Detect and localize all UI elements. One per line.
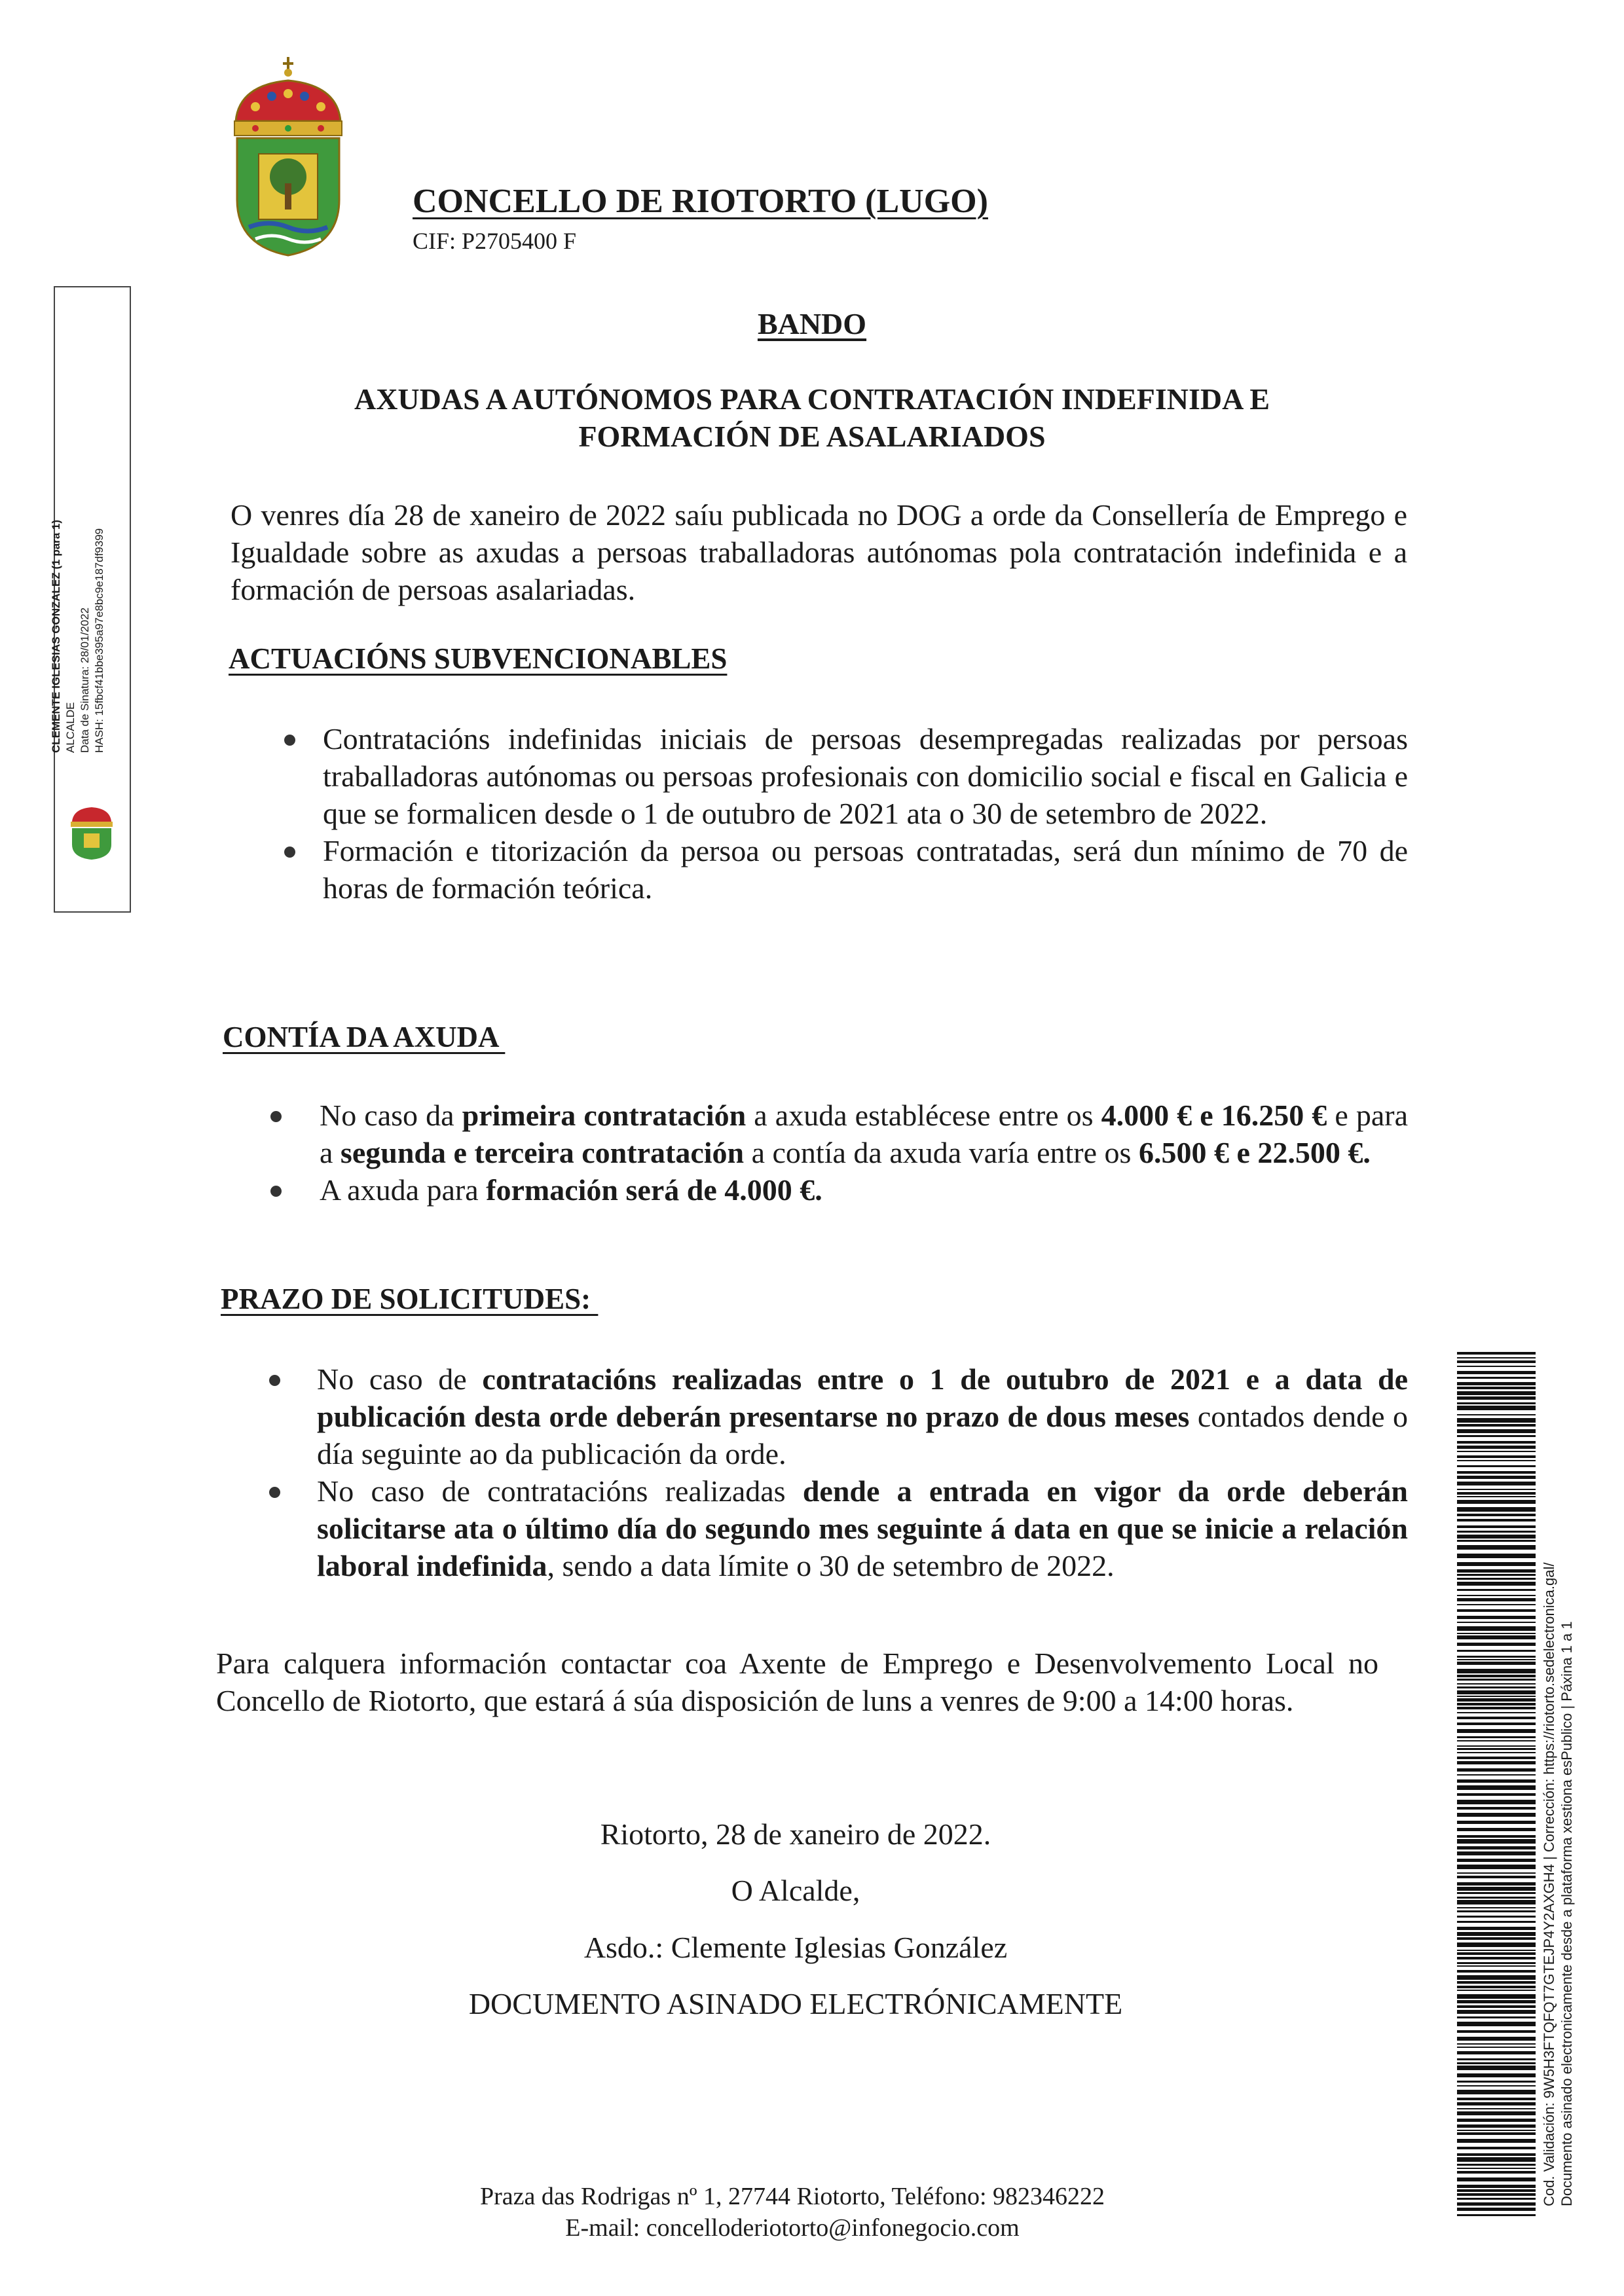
barcode-bar	[1457, 2047, 1536, 2048]
barcode-bar	[1457, 1994, 1536, 1999]
barcode-bar	[1457, 1807, 1536, 1810]
barcode-bar	[1457, 1578, 1536, 1580]
barcode-bar	[1457, 2043, 1536, 2045]
barcode-bar	[1457, 1952, 1536, 1955]
list-item	[323, 832, 1408, 907]
barcode-bar	[1457, 1839, 1536, 1844]
actions-list	[323, 720, 1408, 907]
barcode-bar	[1457, 1476, 1536, 1479]
bold-run: 6.500 € e 22.500 €.	[1138, 1136, 1371, 1169]
bold-run: primeira contratación	[462, 1099, 747, 1132]
barcode-bar	[1457, 2000, 1536, 2003]
barcode-bar	[1457, 1489, 1536, 1490]
barcode-bar	[1457, 2081, 1536, 2083]
barcode-bar	[1457, 2051, 1536, 2054]
barcode-bar	[1457, 1813, 1536, 1817]
electronic-signature-note: DOCUMENTO ASINADO ELECTRÓNICAMENTE	[468, 1987, 1123, 2020]
barcode-bar	[1457, 1729, 1536, 1733]
list-item-text: Contratacións indefinidas iniciais de persoas desempregadas realizadas por persoas traballadoras autónomas ou persoas profesionais con domicilio social e fiscal en Galicia e que se formalicen desde o 1 de outubro de 2021 ata o 30 de setembro de 2022.	[323, 722, 1408, 830]
barcode-bar	[1457, 1562, 1536, 1566]
deadlines-list	[317, 1360, 1408, 1584]
barcode-bar	[1457, 1703, 1536, 1705]
footer-address: Praza das Rodrigas nº 1, 27744 Riotorto, Teléfono: 982346222	[479, 2183, 1105, 2210]
list-item	[320, 1097, 1408, 1171]
bullet-icon	[270, 1186, 282, 1197]
barcode-bar	[1457, 1460, 1536, 1461]
barcode-bar	[1457, 2214, 1536, 2216]
barcode-bar	[1457, 1650, 1536, 1652]
barcode-bar	[1457, 1598, 1536, 1601]
barcode-bar	[1457, 1793, 1536, 1796]
barcode-bar	[1457, 2016, 1536, 2018]
signer-name: CLEMENTE IGLESIAS GONZALEZ (1 para 1)	[50, 519, 62, 753]
validation-platform: Documento asinado electronicamente desde a plataforma xestiona esPublico | Páxina 1 a 1	[1559, 1621, 1575, 2206]
list-item	[323, 720, 1408, 832]
barcode-bar	[1457, 1402, 1536, 1404]
text-run: e para a	[320, 1099, 1409, 1169]
document-type: BANDO	[757, 307, 867, 340]
barcode-bar	[1457, 1696, 1536, 1697]
list-item-text: Formación e titorización da persoa ou persoas contratadas, será dun mínimo de 70 de horas de formación teórica.	[323, 834, 1408, 905]
bullet-icon	[284, 847, 295, 858]
barcode-bar	[1457, 1785, 1536, 1790]
barcode-bar	[1457, 1900, 1536, 1904]
barcode-bar	[1457, 2171, 1536, 2174]
section-heading-deadlines: PRAZO DE SOLICITUDES:	[221, 1283, 599, 1315]
list-item	[320, 1171, 1408, 1209]
barcode-bar	[1457, 1424, 1536, 1427]
barcode-bar	[1457, 2098, 1536, 2100]
tax-id: CIF: P2705400 F	[413, 228, 577, 254]
barcode-bar	[1457, 1387, 1536, 1389]
signature-date: Data de Sinatura: 28/01/2022	[79, 607, 91, 753]
bold-run: 4.000 € e 16.250 €	[1101, 1099, 1327, 1132]
barcode-bar	[1457, 1377, 1536, 1379]
barcode-bar	[1457, 2073, 1536, 2077]
barcode-bar	[1457, 1595, 1536, 1596]
validation-text	[1540, 1563, 1576, 2206]
barcode-bar	[1457, 2130, 1536, 2131]
place-date: Riotorto, 28 de xaneiro de 2022.	[600, 1817, 991, 1851]
barcode-bar	[1457, 1616, 1536, 1619]
barcode-bar	[1457, 1535, 1536, 1539]
barcode-bar	[1457, 1418, 1536, 1423]
barcode-bar	[1457, 1455, 1536, 1458]
text-run: A axuda para	[320, 1173, 487, 1207]
barcode-bar	[1457, 1507, 1536, 1512]
bullet-icon	[269, 1375, 280, 1386]
barcode-bar	[1457, 1872, 1536, 1874]
bold-run: segunda e terceira contratación	[340, 1136, 745, 1169]
barcode-bar	[1457, 1745, 1536, 1747]
barcode-bar	[1457, 1957, 1536, 1959]
barcode-bar	[1457, 1865, 1536, 1869]
barcode-bar	[1457, 1851, 1536, 1855]
barcode-bar	[1457, 1569, 1536, 1573]
barcode-bar	[1457, 1916, 1536, 1918]
bold-run: contratacións realizadas entre o 1 de outubro de 2021 e a data de publicación desta orde deberán presentarse no prazo de dous meses	[317, 1362, 1408, 1433]
barcode-bar	[1457, 2102, 1536, 2105]
barcode-bar	[1457, 1582, 1536, 1586]
barcode-bar	[1457, 1371, 1536, 1374]
barcode-bar	[1457, 2085, 1536, 2086]
barcode-bar	[1457, 2062, 1536, 2064]
barcode-bar	[1457, 1774, 1536, 1776]
list-item	[317, 1360, 1408, 1472]
barcode-bar	[1457, 1633, 1536, 1634]
barcode-bar	[1457, 1492, 1536, 1495]
barcode-bar	[1457, 1519, 1536, 1522]
barcode-bar	[1457, 1574, 1536, 1576]
barcode-bar	[1457, 1779, 1536, 1783]
barcode-bar	[1457, 1357, 1536, 1358]
barcode-bar	[1457, 1496, 1536, 1497]
barcode-bar	[1457, 2193, 1536, 2196]
barcode-bar	[1457, 1859, 1536, 1862]
barcode-bar	[1457, 1876, 1536, 1878]
barcode-bar	[1457, 2090, 1536, 2094]
barcode-bar	[1457, 1683, 1536, 1685]
barcode-bar	[1457, 2132, 1536, 2135]
barcode-bar	[1457, 1471, 1536, 1474]
barcode-bar	[1457, 1932, 1536, 1936]
barcode-bar	[1457, 1500, 1536, 1504]
barcode-bar	[1457, 1736, 1536, 1738]
barcode-bar	[1457, 2168, 1536, 2169]
barcode-bar	[1457, 1942, 1536, 1947]
barcode-bar	[1457, 1986, 1536, 1988]
barcode-bar	[1457, 1910, 1536, 1912]
text-run: , sendo a data límite o 30 de setembro de 2022.	[547, 1549, 1115, 1582]
barcode-bar	[1457, 1406, 1536, 1410]
barcode-bar	[1457, 1531, 1536, 1533]
bold-run: formación será de 4.000 €.	[486, 1173, 822, 1207]
barcode-bar	[1457, 2066, 1536, 2070]
barcode-bar	[1457, 1990, 1536, 1991]
barcode-bar	[1457, 2058, 1536, 2060]
barcode-bar	[1457, 1962, 1536, 1964]
signed-by: Asdo.: Clemente Iglesias González	[583, 1931, 1008, 1964]
barcode-bar	[1457, 1662, 1536, 1665]
barcode-bar	[1457, 2139, 1536, 2143]
bullet-icon	[270, 1111, 282, 1122]
text-run: a contía da axuda varía entre os	[744, 1136, 1139, 1169]
barcode-bar	[1457, 2119, 1536, 2122]
barcode-bar	[1457, 1626, 1536, 1631]
barcode-bar	[1457, 2164, 1536, 2166]
stamp-coat-of-arms-icon	[59, 802, 124, 861]
text-run: contados dende o día seguinte ao da publicación da orde.	[317, 1400, 1408, 1470]
barcode-bar	[1457, 1589, 1536, 1591]
barcode-bar	[1457, 1465, 1536, 1467]
barcode-bar	[1457, 2147, 1536, 2149]
barcode-bar	[1457, 1717, 1536, 1719]
amount-list	[320, 1097, 1408, 1209]
contact-paragraph: Para calquera información contactar coa Axente de Emprego e Desenvolvemento Local no Concello de Riotorto, que estará á súa disposición de luns a venres de 9:00 a 14:00 horas.	[216, 1647, 1378, 1717]
bold-run: dende a entrada en vigor da orde deberán solicitarse ata o último día do segundo mes seguinte á data en que se inicie a relación laboral indefinida	[317, 1474, 1408, 1582]
barcode-bar	[1457, 2157, 1536, 2162]
barcode-bar	[1457, 1360, 1536, 1363]
barcode-bar	[1457, 1712, 1536, 1713]
barcode-bar	[1457, 1441, 1536, 1444]
barcode-bar	[1457, 1892, 1536, 1894]
barcode-bar	[1457, 1643, 1536, 1646]
barcode-bar	[1457, 2189, 1536, 2192]
barcode-bar	[1457, 1366, 1536, 1367]
barcode-bar	[1457, 1669, 1536, 1673]
barcode-bar	[1457, 1609, 1536, 1612]
barcode-bar	[1457, 1554, 1536, 1558]
document-title-line1: AXUDAS A AUTÓNOMOS PARA CONTRATACIÓN INDEFINIDA E	[354, 382, 1270, 416]
barcode-bar	[1457, 1514, 1536, 1516]
barcode-bar	[1457, 1482, 1536, 1485]
barcode-bar	[1457, 1679, 1536, 1681]
barcode-bar	[1457, 2202, 1536, 2206]
barcode-icon	[1457, 1352, 1536, 2216]
barcode-bar	[1457, 1429, 1536, 1433]
barcode-bar	[1457, 2030, 1536, 2033]
intro-paragraph: O venres día 28 de xaneiro de 2022 saíu publicada no DOG a orde da Consellería de Emprego e Igualdade sobre as axudas a persoas traballadoras autónomas pola contratación indefinida e a formación de persoas asalariadas.	[231, 498, 1407, 606]
barcode-bar	[1457, 1675, 1536, 1677]
barcode-bar	[1457, 1686, 1536, 1688]
barcode-bar	[1457, 1921, 1536, 1923]
barcode-bar	[1457, 1352, 1536, 1355]
text-run: a axuda establécese entre os	[746, 1099, 1101, 1132]
barcode-bar	[1457, 1757, 1536, 1759]
barcode-bar	[1457, 2108, 1536, 2109]
barcode-bar	[1457, 1768, 1536, 1772]
barcode-bar	[1457, 1435, 1536, 1437]
barcode-bar	[1457, 1897, 1536, 1899]
barcode-bar	[1457, 1740, 1536, 1741]
barcode-bar	[1457, 1752, 1536, 1753]
barcode-bar	[1457, 1887, 1536, 1891]
barcode-bar	[1457, 1761, 1536, 1764]
validation-code: Cod. Validación: 9W5H3FTQFQT7GTEJP4Y2AXGH4 | Corrección: https://riotorto.sedelectronica.gal/	[1541, 1562, 1557, 2206]
barcode-bar	[1457, 1656, 1536, 1658]
signer-title: O Alcalde,	[731, 1874, 860, 1907]
section-heading-amount: CONTÍA DA AXUDA	[223, 1021, 506, 1053]
bullet-icon	[284, 735, 295, 746]
barcode-bar	[1457, 1965, 1536, 1967]
barcode-bar	[1457, 2111, 1536, 2115]
barcode-bar	[1457, 1698, 1536, 1702]
barcode-bar	[1457, 2037, 1536, 2041]
municipality-title: CONCELLO DE RIOTORTO (LUGO)	[413, 183, 988, 220]
barcode-bar	[1457, 1540, 1536, 1542]
text-run: No caso da	[320, 1099, 462, 1132]
barcode-bar	[1457, 1907, 1536, 1908]
barcode-bar	[1457, 2005, 1536, 2008]
text-run: No caso de	[317, 1362, 483, 1396]
barcode-bar	[1457, 1882, 1536, 1886]
barcode-bar	[1457, 1451, 1536, 1452]
signer-role: ALCALDE	[64, 702, 77, 753]
barcode-bar	[1457, 2208, 1536, 2211]
document-title-line2: FORMACIÓN DE ASALARIADOS	[578, 420, 1046, 453]
barcode-bar	[1457, 1828, 1536, 1831]
barcode-bar	[1457, 1707, 1536, 1709]
barcode-bar	[1457, 1937, 1536, 1940]
barcode-bar	[1457, 2153, 1536, 2156]
list-item	[317, 1472, 1408, 1584]
barcode-bar	[1457, 1975, 1536, 1980]
barcode-bar	[1457, 2185, 1536, 2188]
section-heading-actions: ACTUACIÓNS SUBVENCIONABLES	[229, 642, 728, 675]
barcode-bar	[1457, 1821, 1536, 1824]
barcode-bar	[1457, 1604, 1536, 1605]
text-run: No caso de contratacións realizadas	[317, 1474, 803, 1508]
barcode-bar	[1457, 1635, 1536, 1639]
signature-hash: HASH: 15fbcf41bbe395a97e8bc9e187df9399	[93, 528, 105, 753]
barcode-bar	[1457, 2022, 1536, 2026]
barcode-bar	[1457, 1622, 1536, 1623]
barcode-bar	[1457, 1391, 1536, 1395]
barcode-bar	[1457, 1748, 1536, 1750]
signature-stamp-text	[49, 520, 107, 753]
barcode-bar	[1457, 1835, 1536, 1838]
barcode-bar	[1457, 1659, 1536, 1660]
barcode-bar	[1457, 2124, 1536, 2128]
barcode-bar	[1457, 1950, 1536, 1951]
coat-of-arms-icon	[229, 56, 347, 259]
barcode-bar	[1457, 2010, 1536, 2014]
barcode-bar	[1457, 1800, 1536, 1804]
barcode-bar	[1457, 1382, 1536, 1385]
barcode-bar	[1457, 1970, 1536, 1973]
barcode-bar	[1457, 1722, 1536, 1725]
bullet-icon	[269, 1487, 280, 1498]
barcode-bar	[1457, 1396, 1536, 1400]
barcode-bar	[1457, 1446, 1536, 1449]
barcode-bar	[1457, 1981, 1536, 1984]
footer-email: E-mail: concelloderiotorto@infonegocio.com	[565, 2214, 1020, 2242]
barcode-bar	[1457, 2198, 1536, 2200]
barcode-bar	[1457, 1414, 1536, 1415]
barcode-bar	[1457, 1846, 1536, 1850]
barcode-bar	[1457, 1927, 1536, 1930]
barcode-bar	[1457, 1690, 1536, 1694]
barcode-bar	[1457, 1525, 1536, 1528]
barcode-bar	[1457, 1545, 1536, 1550]
barcode-bar	[1457, 2178, 1536, 2181]
